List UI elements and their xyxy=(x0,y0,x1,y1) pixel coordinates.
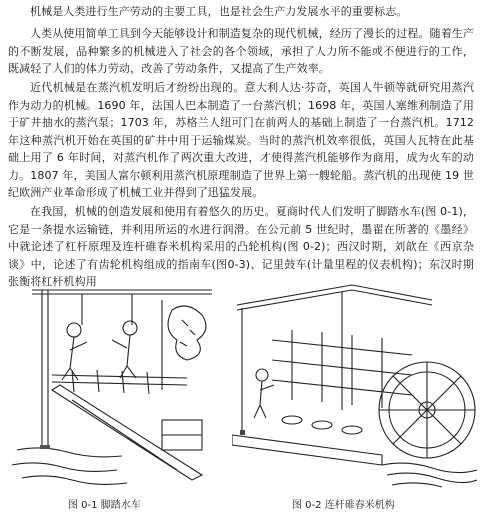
paragraph-2: 人类从使用简单工具到今天能够设计和制造复杂的现代机械，经历了漫长的过程。随着生产的不断发展，品种繁多的机械进入了社会的各个领域，承担了人力所不能或不便进行的工作，既减轻了人们的体力劳动，改善了劳动条件，又提高了生产效率。 xyxy=(8,27,474,75)
figure-1-caption: 图 0-1 脚踏水车 xyxy=(68,500,141,511)
rice-pounding-illustration xyxy=(232,280,477,490)
paragraph-3: 近代机械是在蒸汽机发明后才纷纷出现的。意大利人达·芬奇，英国人牛顿等就研究用蒸汽作为动力的机械。1690 年，法国人巴本制造了一台蒸汽机；1698 年，英国人塞维利制造了用于矿井抽水的蒸汽泵；1703 年，苏格兰人纽可门在前两人的基础上制造了一台蒸汽机。1712 年这种蒸汽机开始在英国的矿井中用于运输煤炭。当时的蒸汽机效率很低，英国人瓦特在此基础上用了 6 年时间，对蒸汽机作了两次重大改进，才使得蒸汽机能够作为商用，成为火车的动力。1807 年，美国人富尔顿利用蒸汽机原理制造了世界上第一艘轮船。蒸汽机的出现使 19 世纪欧洲产业革命形成了机械工业并得到了迅猛发展。 xyxy=(8,81,474,199)
paragraph-4: 在我国，机械的创造发展和使用有着悠久的历史。夏商时代人们发明了脚踏水车(图 0-1)，它是一条提水运输链，并利用所运的水进行润滑。在公元前 5 世纪时，墨翟在所著的《墨经》中就论述了杠杆原理及连杆碓春米机构采用的凸轮机构(图 0-2)；西汉时期，刘歆在《西京杂谈》中，论述了有齿轮机构组成的指南车(图0-3)、记里鼓车(计量里程的仪表机构)；东汉时期张衡将杠杆机构用 xyxy=(8,205,474,288)
figure-rice-pounding-mechanism xyxy=(232,280,477,490)
figure-foot-waterwheel xyxy=(12,270,220,490)
foot-waterwheel-illustration xyxy=(12,270,220,490)
paragraph-1: 机械是人类进行生产劳动的主要工具，也是社会生产力发展水平的重要标志。 xyxy=(30,5,408,18)
figure-2-caption: 图 0-2 连杆碓舂米机构 xyxy=(292,500,395,511)
